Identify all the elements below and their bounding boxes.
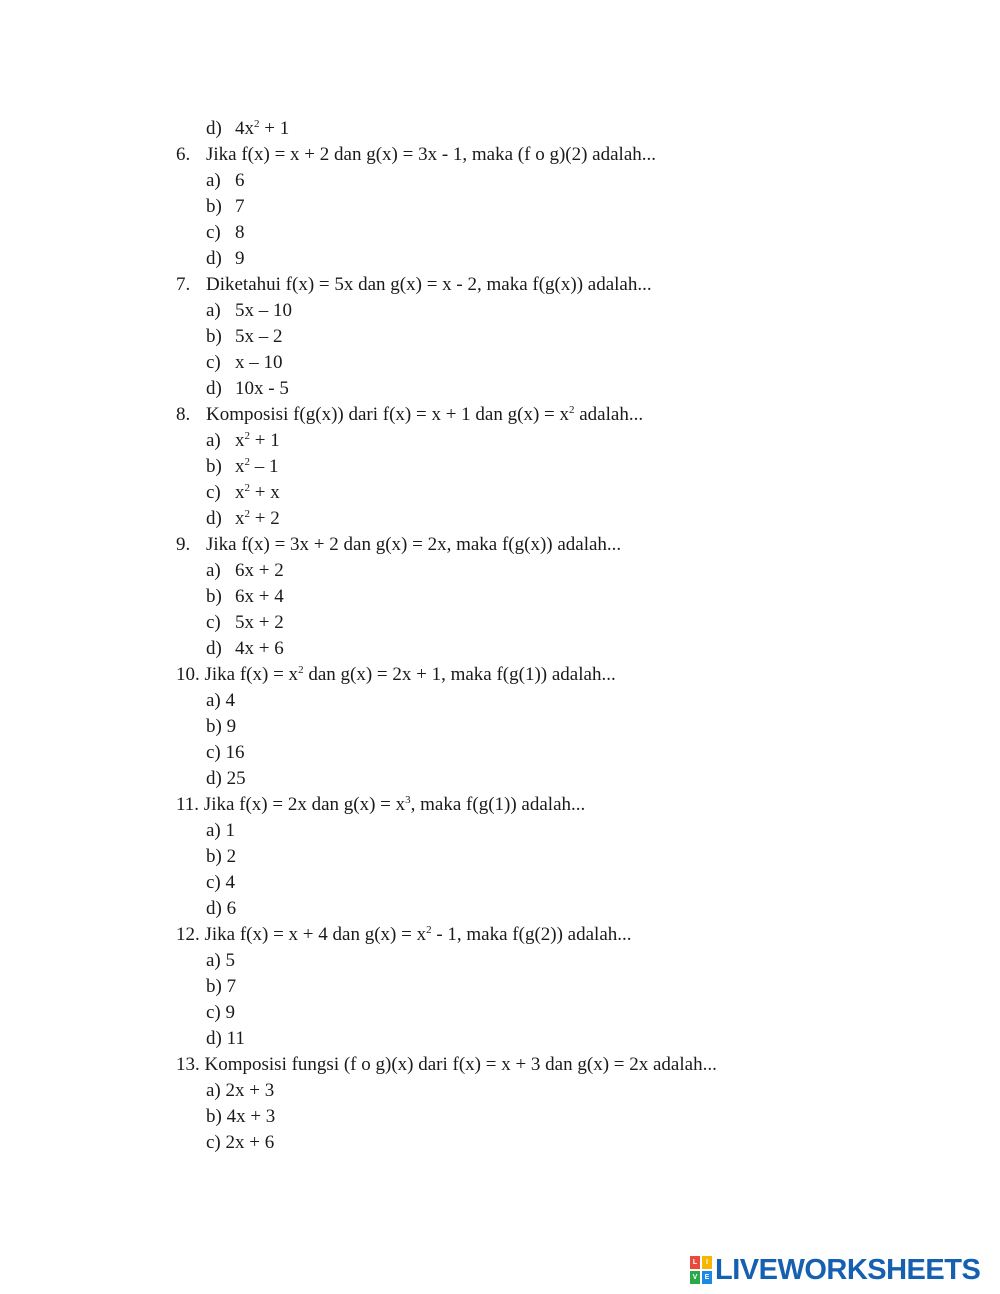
option-6c[interactable]: c) 8 xyxy=(206,222,245,243)
option-8d[interactable]: d) $x^2 + 2$ xyxy=(206,508,280,529)
option-12d[interactable]: d) 11 xyxy=(206,1028,245,1049)
option-11c[interactable]: c) 4 xyxy=(206,872,236,893)
logo-block-v: V xyxy=(690,1271,700,1284)
option-8c[interactable]: c) $x^2 + x$ xyxy=(206,482,280,503)
question-11: 11. Jika f(x) = 2x dan $g(x) = x^3$, maka f(g(1)) adalah... xyxy=(176,794,586,815)
question-9: 9. Jika f(x) = 3x + 2 dan g(x) = 2x, maka f(g(x)) adalah... xyxy=(176,534,622,555)
option-12c[interactable]: c) 9 xyxy=(206,1002,236,1023)
option-13b[interactable]: b) 4x + 3 xyxy=(206,1106,276,1127)
option-10b[interactable]: b) 9 xyxy=(206,716,237,737)
option-11d[interactable]: d) 6 xyxy=(206,898,237,919)
question-8: 8. Komposisi f(g(x)) dari f(x) = x + 1 dan $g(x) = x^2$ adalah... xyxy=(176,404,644,425)
question-7: 7. Diketahui f(x) = 5x dan g(x) = x - 2, maka f(g(x)) adalah... xyxy=(176,274,652,295)
logo-block-e: E xyxy=(702,1271,712,1284)
option-12b[interactable]: b) 7 xyxy=(206,976,237,997)
option-8a[interactable]: a) $x^2 + 1$ xyxy=(206,430,280,451)
option-13c[interactable]: c) 2x + 6 xyxy=(206,1132,275,1153)
option-7b[interactable]: b) 5x – 2 xyxy=(206,326,283,347)
option-12a[interactable]: a) 5 xyxy=(206,950,236,971)
option-9a[interactable]: a) 6x + 2 xyxy=(206,560,284,581)
option-6d[interactable]: d) 9 xyxy=(206,248,245,269)
logo-text: LIVEWORKSHEETS xyxy=(715,1253,981,1286)
option-11a[interactable]: a) 1 xyxy=(206,820,236,841)
option-11b[interactable]: b) 2 xyxy=(206,846,237,867)
option-13a[interactable]: a) 2x + 3 xyxy=(206,1080,275,1101)
option-6b[interactable]: b) 7 xyxy=(206,196,245,217)
option-10d[interactable]: d) 25 xyxy=(206,768,246,789)
question-12: 12. Jika f(x) = x + 4 dan $g(x) = x^2 - 1$, maka f(g(2)) adalah... xyxy=(176,924,632,945)
logo-block-l: L xyxy=(690,1256,700,1269)
question-6: 6. Jika f(x) = x + 2 dan g(x) = 3x - 1, maka (f o g)(2) adalah... xyxy=(176,144,657,165)
liveworksheets-logo xyxy=(690,1255,980,1285)
question-10: 10. Jika $f(x) = x^2$ dan g(x) = 2x + 1, maka f(g(1)) adalah... xyxy=(176,664,616,685)
question-13: 13. Komposisi fungsi (f o g)(x) dari f(x) = x + 3 dan g(x) = 2x adalah... xyxy=(176,1054,717,1075)
option-10a[interactable]: a) 4 xyxy=(206,690,236,711)
option-7a[interactable]: a) 5x – 10 xyxy=(206,300,292,321)
option-7d[interactable]: d) 10x - 5 xyxy=(206,378,289,399)
option-5d: d) $4x^2 + 1$ xyxy=(206,118,290,139)
option-10c[interactable]: c) 16 xyxy=(206,742,245,763)
option-9c[interactable]: c) 5x + 2 xyxy=(206,612,284,633)
option-7c[interactable]: c) x – 10 xyxy=(206,352,283,373)
option-6a[interactable]: a) 6 xyxy=(206,170,245,191)
option-8b[interactable]: b) $x^2 - 1$ xyxy=(206,456,279,477)
logo-blocks-icon xyxy=(690,1256,712,1284)
option-9b[interactable]: b) 6x + 4 xyxy=(206,586,284,607)
option-9d[interactable]: d) 4x + 6 xyxy=(206,638,284,659)
logo-block-i: I xyxy=(702,1256,712,1269)
